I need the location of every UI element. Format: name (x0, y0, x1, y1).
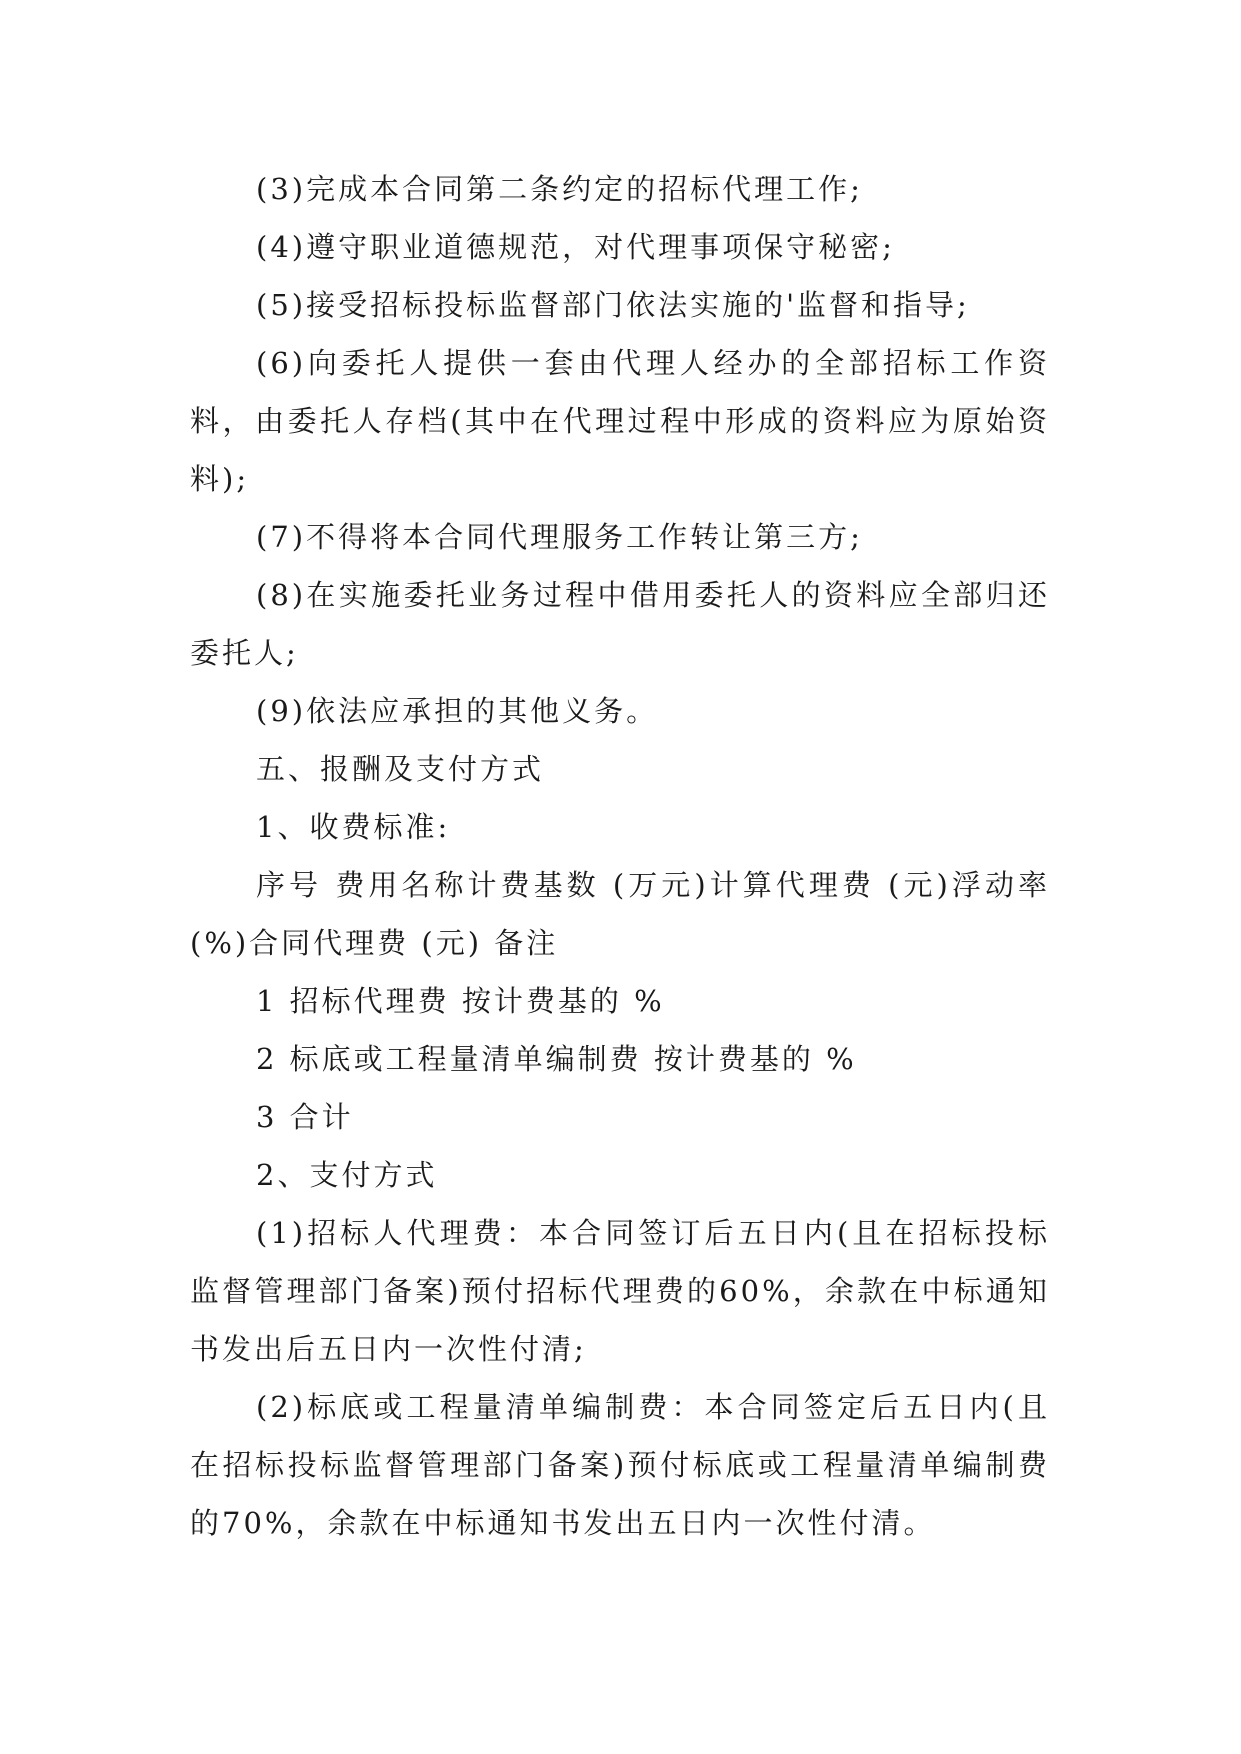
obligation-9: (9)依法应承担的其他义务。 (256, 694, 659, 728)
payment-clause-1: (1)招标人代理费：本合同签订后五日内(且在招标投标监督管理部门备案)预付招标代理费的60%，余款在中标通知书发出后五日内一次性付清; (190, 1216, 1050, 1366)
obligation-7: (7)不得将本合同代理服务工作转让第三方; (256, 520, 863, 554)
obligation-8: (8)在实施委托业务过程中借用委托人的资料应全部归还委托人; (190, 578, 1050, 670)
obligation-3: (3)完成本合同第二条约定的招标代理工作; (256, 172, 863, 206)
obligation-6: (6)向委托人提供一套由代理人经办的全部招标工作资料，由委托人存档(其中在代理过程中形成的资料应为原始资料); (190, 346, 1050, 496)
subheading-payment-method: 2、支付方式 (256, 1158, 438, 1192)
subheading-fee-standard: 1、收费标准: (256, 810, 451, 844)
document-body (190, 160, 1050, 1552)
fee-row-2: 2 标底或工程量清单编制费 按计费基的 % (256, 1042, 857, 1076)
fee-table-header: 序号 费用名称计费基数 (万元)计算代理费 (元)浮动率 (%)合同代理费 (元) 备注 (190, 868, 1050, 960)
obligation-4: (4)遵守职业道德规范，对代理事项保守秘密; (256, 230, 895, 264)
obligation-5: (5)接受招标投标监督部门依法实施的'监督和指导; (256, 288, 970, 322)
fee-row-1: 1 招标代理费 按计费基的 % (256, 984, 665, 1018)
section-heading-remuneration: 五、报酬及支付方式 (256, 752, 545, 786)
fee-row-total: 3 合计 (256, 1100, 354, 1134)
payment-clause-2: (2)标底或工程量清单编制费：本合同签定后五日内(且在招标投标监督管理部门备案)预付标底或工程量清单编制费的70%，余款在中标通知书发出五日内一次性付清。 (190, 1390, 1050, 1540)
